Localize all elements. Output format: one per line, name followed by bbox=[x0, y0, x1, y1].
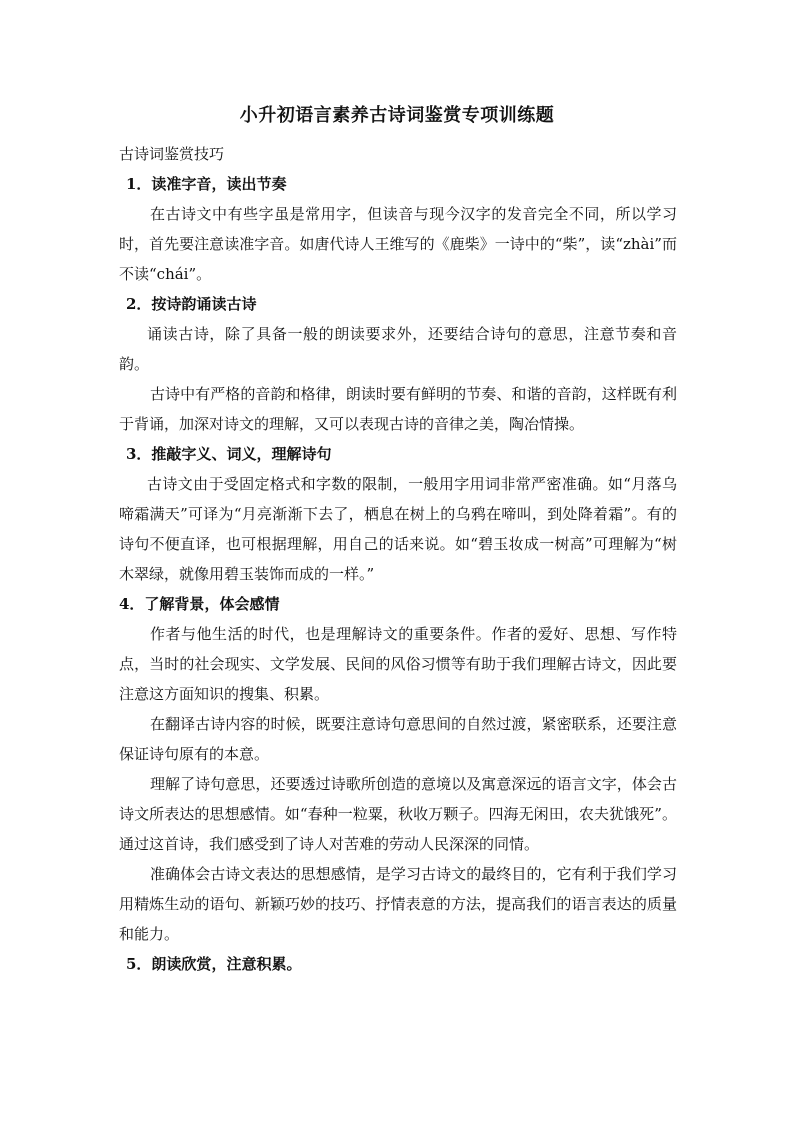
item-heading-5: 5．朗读欣赏，注意积累。 bbox=[126, 955, 302, 973]
paragraph: 作者与他生活的时代，也是理解诗文的重要条件。作者的爱好、思想、写作特点，当时的社会现实、文学发展、民间的风俗习惯等有助于我们理解古诗文，因此要注意这方面知识的搜集、积累。 bbox=[119, 625, 677, 703]
paragraph: 理解了诗句意思，还要透过诗歌所创造的意境以及寓意深远的语言文字，体会古诗文所表达的思想感情。如“春种一粒粟，秋收万颗子。四海无闲田，农夫犹饿死”。通过这首诗，我们感受到了诗人对苦难的劳动人民深深的同情。 bbox=[119, 775, 677, 853]
item-heading-3: 3．推敲字义、词义，理解诗句 bbox=[126, 445, 332, 463]
item-heading-2: 2．按诗韵诵读古诗 bbox=[126, 295, 257, 313]
paragraph: 在翻译古诗内容的时候，既要注意诗句意思间的自然过渡，紧密联系，还要注意保证诗句原有的本意。 bbox=[119, 715, 677, 763]
item-heading-4: 4．了解背景，体会感情 bbox=[119, 595, 280, 613]
document-body bbox=[119, 139, 677, 979]
paragraph: 古诗文由于受固定格式和字数的限制，一般用字用词非常严密准确。如“月落乌啼霜满天”可译为“月亮渐渐下去了，栖息在树上的乌鸦在啼叫，到处降着霜”。有的诗句不便直译，也可根据理解，用自己的话来说。如“碧玉妆成一树高”可理解为“树木翠绿，就像用碧玉装饰而成的一样。” bbox=[119, 475, 677, 583]
page-title: 小升初语言素养古诗词鉴赏专项训练题 bbox=[239, 105, 555, 126]
paragraph: 准确体会古诗文表达的思想感情，是学习古诗文的最终目的，它有利于我们学习用精炼生动的语句、新颖巧妙的技巧、抒情表意的方法，提高我们的语言表达的质量和能力。 bbox=[119, 865, 677, 943]
item-heading-1: 1．读准字音，读出节奏 bbox=[126, 175, 287, 193]
paragraph: 诵读古诗，除了具备一般的朗读要求外，还要结合诗句的意思，注意节奏和音韵。 bbox=[119, 325, 677, 373]
paragraph: 在古诗文中有些字虽是常用字，但读音与现今汉字的发音完全不同，所以学习时，首先要注意读准字音。如唐代诗人王维写的《鹿柴》一诗中的“柴”，读“zhài”而不读“chái”。 bbox=[119, 205, 677, 283]
section-heading: 古诗词鉴赏技巧 bbox=[119, 145, 225, 163]
paragraph: 古诗中有严格的音韵和格律，朗读时要有鲜明的节奏、和谐的音韵，这样既有利于背诵，加深对诗文的理解，又可以表现古诗的音律之美，陶冶情操。 bbox=[119, 385, 677, 433]
